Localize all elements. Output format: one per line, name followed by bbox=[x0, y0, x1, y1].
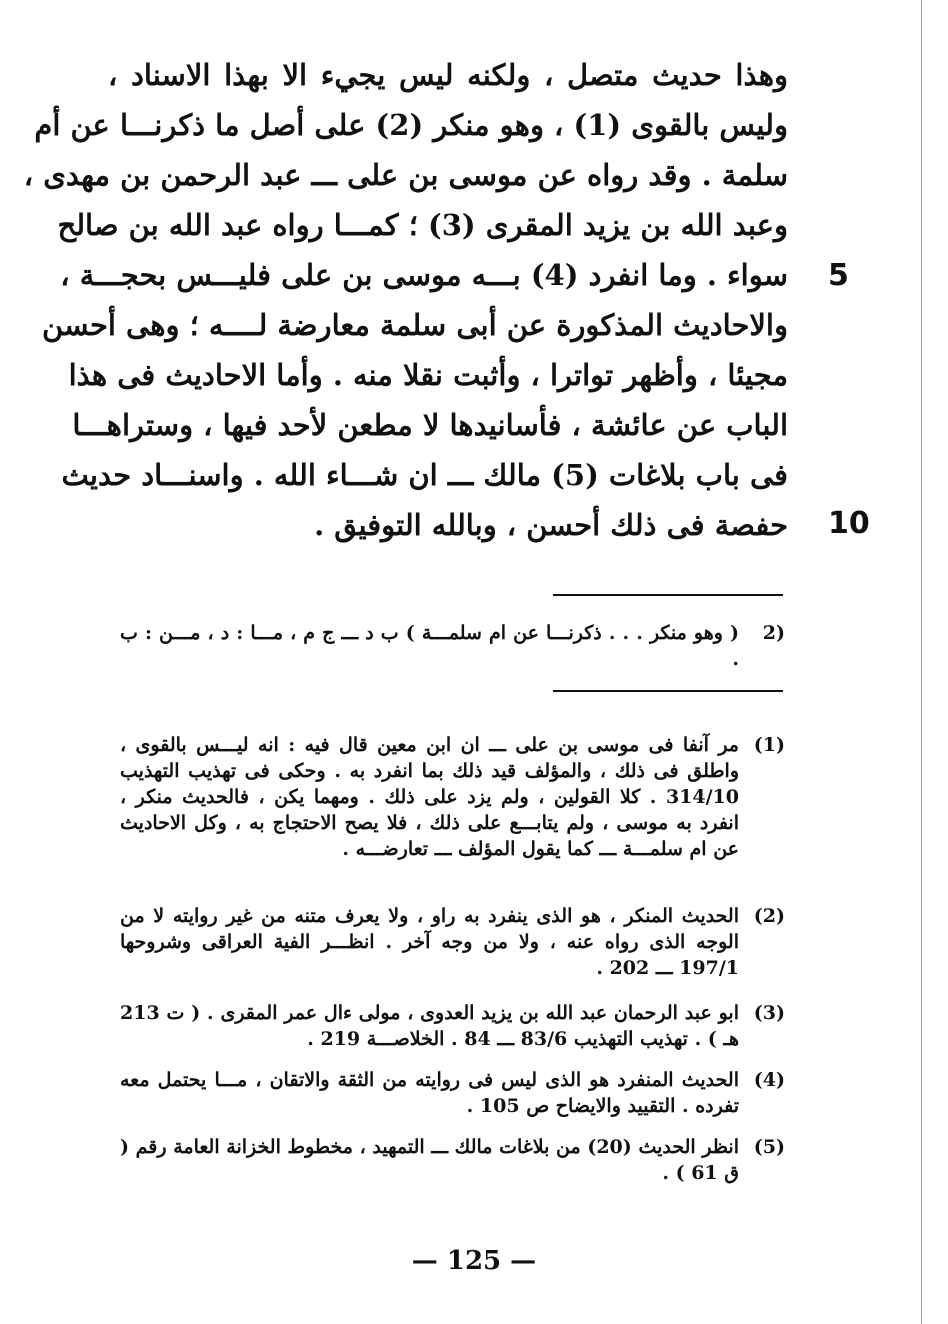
separator-rule bbox=[553, 690, 783, 692]
footnote bbox=[120, 903, 785, 981]
footnote-text: الحديث المنكر ، هو الذى ينفرد به راو ، ولا يعرف متنه من غير روايته لا من الوجه الذى رواه عنه ، ولا من وجه آخر . انظـــر الفية العراقى وشروحها 197/1 ـــ 202 . bbox=[120, 905, 739, 979]
text-line: سواء . وما انفرد (4) بـــه موسى بن على فليـــس بحجـــة ، bbox=[60, 258, 788, 292]
footnote-number: (2) bbox=[753, 905, 785, 927]
text-line: الباب عن عائشة ، فأسانيدها لا مطعن لأحد فيها ، وستراهـــا bbox=[72, 408, 788, 442]
line-number-5: 5 bbox=[828, 258, 849, 293]
footnote-text: ابو عبد الرحمان عبد الله بن يزيد العدوى ، مولى ءال عمر المقرى . ( ت 213 هـ ) . تهذيب التهذيب 83/6 ـــ 84 . الخلاصـــة 219 . bbox=[120, 1002, 739, 1050]
footnote-number: (5) bbox=[753, 1136, 785, 1158]
variant-note-text: ( وهو منكر . . . ذكرنـــا عن ام سلمـــة ) ب د ـــ ج م ، مـــا : د ، مـــن : ب . bbox=[120, 622, 739, 670]
page-number: — 125 — bbox=[411, 1246, 537, 1276]
footnote bbox=[120, 732, 785, 862]
footnote bbox=[120, 1134, 785, 1186]
main-text bbox=[23, 50, 788, 550]
text-line: فى باب بلاغات (5) مالك ـــ ان شـــاء الله . واسنـــاد حديث bbox=[61, 458, 788, 492]
footnote bbox=[120, 1000, 785, 1052]
variant-note-number: (2 bbox=[762, 622, 785, 644]
footnote-text: مر آنفا فى موسى بن على ـــ ان ابن معين قال فيه : انه ليـــس بالقوى ، واطلق فى ذلك ، والمؤلف قيد ذلك بما انفرد به . وحكى فى تهذيب التهذيب 314/10 . كلا القولين ، ولم يزد على ذلك . ومهما يكن ، فالحديث منكر ، انفرد به موسى ، ولم يتابـــع على ذلك ، فلا يصح الاحتجاج به ، وكل الاحاديث عن ام سلمـــة ـــ كما يقول المؤلف ـــ تعارضـــه . bbox=[120, 734, 739, 860]
text-line: سلمة . وقد رواه عن موسى بن على ـــ عبد الرحمن بن مهدى ، bbox=[23, 158, 788, 192]
text-line: وهذا حديث متصل ، ولكنه ليس يجيء الا بهذا الاسناد ، bbox=[108, 58, 788, 92]
variant-note bbox=[120, 620, 785, 672]
text-line: مجيئا ، وأظهر تواترا ، وأثبت نقلا منه . وأما الاحاديث فى هذا bbox=[68, 358, 788, 392]
text-line: والاحاديث المذكورة عن أبى سلمة معارضة لــــه ؛ وهى أحسن bbox=[42, 308, 788, 342]
footnote-text: انظر الحديث (20) من بلاغات مالك ـــ التمهيد ، مخطوط الخزانة العامة رقم ( ق 61 ) . bbox=[120, 1136, 739, 1184]
footnote-number: (3) bbox=[753, 1002, 785, 1024]
footnote-number: (4) bbox=[753, 1069, 785, 1091]
text-line: حفصة فى ذلك أحسن ، وبالله التوفيق . bbox=[314, 508, 788, 542]
text-line: وعبد الله بن يزيد المقرى (3) ؛ كمـــا رواه عبد الله بن صالح bbox=[57, 208, 788, 242]
page-edge-line bbox=[921, 0, 922, 1324]
footnote-number: (1) bbox=[753, 734, 785, 756]
separator-rule bbox=[553, 594, 783, 596]
line-number-10: 10 bbox=[828, 506, 870, 541]
footnote-text: الحديث المنفرد هو الذى ليس فى روايته من الثقة والاتقان ، مـــا يحتمل معه تفرده . التقييد والايضاح ص 105 . bbox=[120, 1069, 739, 1117]
footnote bbox=[120, 1067, 785, 1119]
text-line: وليس بالقوى (1) ، وهو منكر (2) على أصل ما ذكرنـــا عن أم bbox=[34, 108, 788, 142]
